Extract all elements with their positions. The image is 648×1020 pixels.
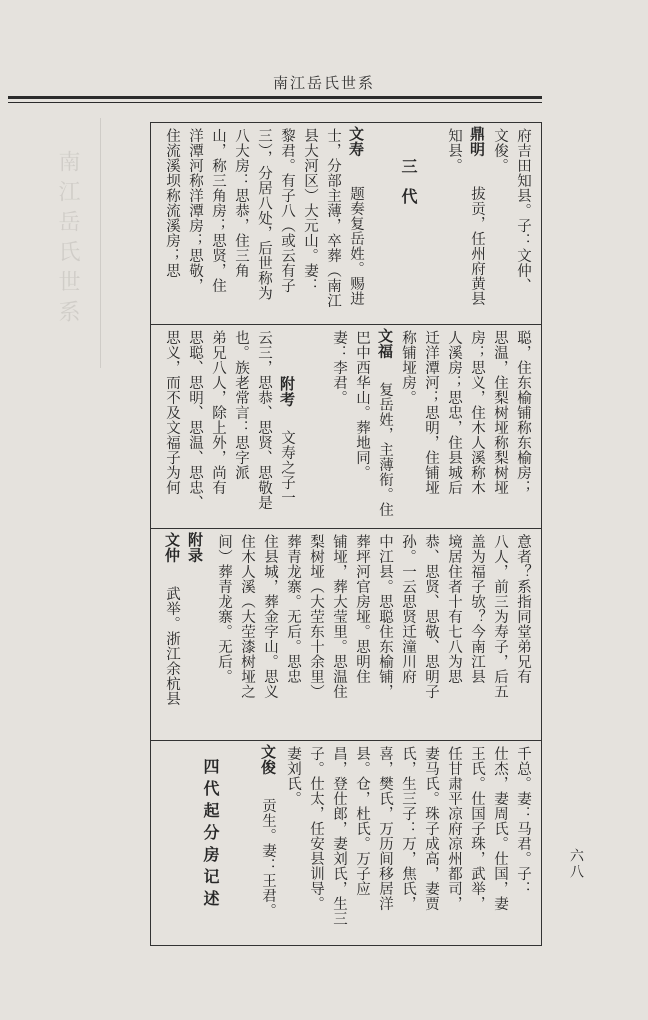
text-column: 境居住者十有七八为思 [446,534,462,684]
bleed-through-rule [100,118,101,368]
text-column: 葬坪河官房垭。思明住 [354,534,370,684]
text-column: 孙。一云思贤迁潼川府 [400,534,416,684]
text-column: 迁洋潭河；思明，住铺垭 [423,330,439,495]
text-column: 房；思义，住木人溪称木 [469,330,485,495]
text-column: 复岳姓，主薄衔。住 [377,382,393,517]
text-column: 喜，樊氏，万历间移居洋 [377,746,393,911]
text-column: 八大房：思恭，住三角 [233,128,249,278]
text-column: 妻刘氏。 [285,746,301,806]
text-column: 千总。妻：马君。子： [515,746,531,896]
text-column: 盖为福子欤？今南江县 [469,534,485,684]
text-column: 士，分部主薄，卒葬（南江 [325,128,341,308]
text-column: 仕杰，妻周氏。仕国，妻 [492,746,508,911]
text-column: 文俊。 [492,128,508,173]
entry-name-wenshou: 文寿 [347,126,365,157]
text-column: 思温，住梨树垭称梨树垭 [492,330,508,495]
entry-name-wenjun: 文俊 [259,744,277,775]
text-column: 也。族老常言：思字派 [233,330,249,480]
text-column: 黎君。有子八（或云有子 [279,128,295,293]
text-column: 贡生。妻：王君。 [260,798,276,918]
text-column: 妻马氏。珠子成高，妻贾 [423,746,439,911]
text-column: 称铺垭房。 [400,330,416,405]
text-column: 洋潭河称洋潭房；思敬， [187,128,203,293]
text-column: 梨树垭（大茔东十余里） [308,534,324,699]
text-column: 意者？系指同堂弟兄有 [515,534,531,684]
text-column: 昌，登仕郎，妻刘氏，生三 [331,746,347,926]
note-label-fukao: 附考 [278,376,296,407]
bleed-through-text: 南江岳氏世系 [55,150,80,330]
text-column: 思义，而不及文福子为何 [164,330,180,495]
text-column: 山，称三角房；思贤，住 [210,128,226,293]
text-column: 住木人溪（大茔漆树垭之 [239,534,255,699]
text-column: 住流溪坝称流溪房；思 [164,128,180,278]
text-column: 弟兄八人，除上外，尚有 [210,330,226,495]
text-column: 县。仓，杜氏。万子应 [354,746,370,896]
entry-name-wenzhong: 文仲 [163,532,181,563]
text-column: 任甘肃平凉府凉州都司， [446,746,462,911]
text-column: 间）葬青龙寨。无后。 [216,534,232,684]
running-header: 南江岳氏世系 [272,74,375,92]
note-label-fulu: 附录 [186,532,204,563]
text-column: 子。仕太，任安县训导。 [308,746,324,911]
text-column: 知县。 [446,128,462,173]
page-number: 六八 [568,848,584,880]
text-column: 恭、思贤、思敬、思明子 [423,534,439,699]
section-heading-fourth-generation: 四代起分房记述 [201,758,220,912]
text-column: 云三，思恭、思贤、思敬是 [256,330,272,510]
entry-name-dingming: 鼎明 [468,126,486,157]
text-column: 三），分居八处，后世称为 [256,128,272,301]
text-column: 县大河区）大元山。妻： [302,128,318,293]
entry-name-wenfu: 文福 [376,328,394,359]
text-column: 文寿之子一 [279,430,295,505]
band-divider-3 [150,740,542,741]
text-column: 八人，前三为寿子，后五 [492,534,508,699]
text-column: 拔贡，任州府黄县 [469,186,485,306]
header-rule-thick [8,96,542,99]
text-column: 氏，生三子：万，焦氏， [400,746,416,911]
text-column: 府吉田知县。子：文仲、 [515,128,531,293]
text-column: 中江县。思聪住东榆铺， [377,534,393,699]
text-column: 妻：李君。 [331,330,347,405]
text-column: 聪，住东榆铺称东榆房； [515,330,531,495]
text-column: 住县城，葬金字山。思义 [262,534,278,699]
text-column: 葬青龙寨。无后。思忠 [285,534,301,684]
text-column: 思聪、思明、思温、思忠、 [187,330,203,510]
band-divider-1 [150,324,542,325]
text-column: 人溪房；思忠，住县城后 [446,330,462,495]
band-divider-2 [150,528,542,529]
text-column: 武举。浙江余杭县 [164,586,180,706]
header-rule-thin [8,102,542,103]
section-heading-third-generation: 三代 [399,158,418,218]
text-column: 巴中西华山。葬地同。 [354,330,370,480]
text-column: 铺垭，葬大莹里。思温住 [331,534,347,699]
text-column: 题奏复岳姓。赐进 [348,186,364,306]
text-column: 王氏。仕国子珠，武举， [469,746,485,911]
